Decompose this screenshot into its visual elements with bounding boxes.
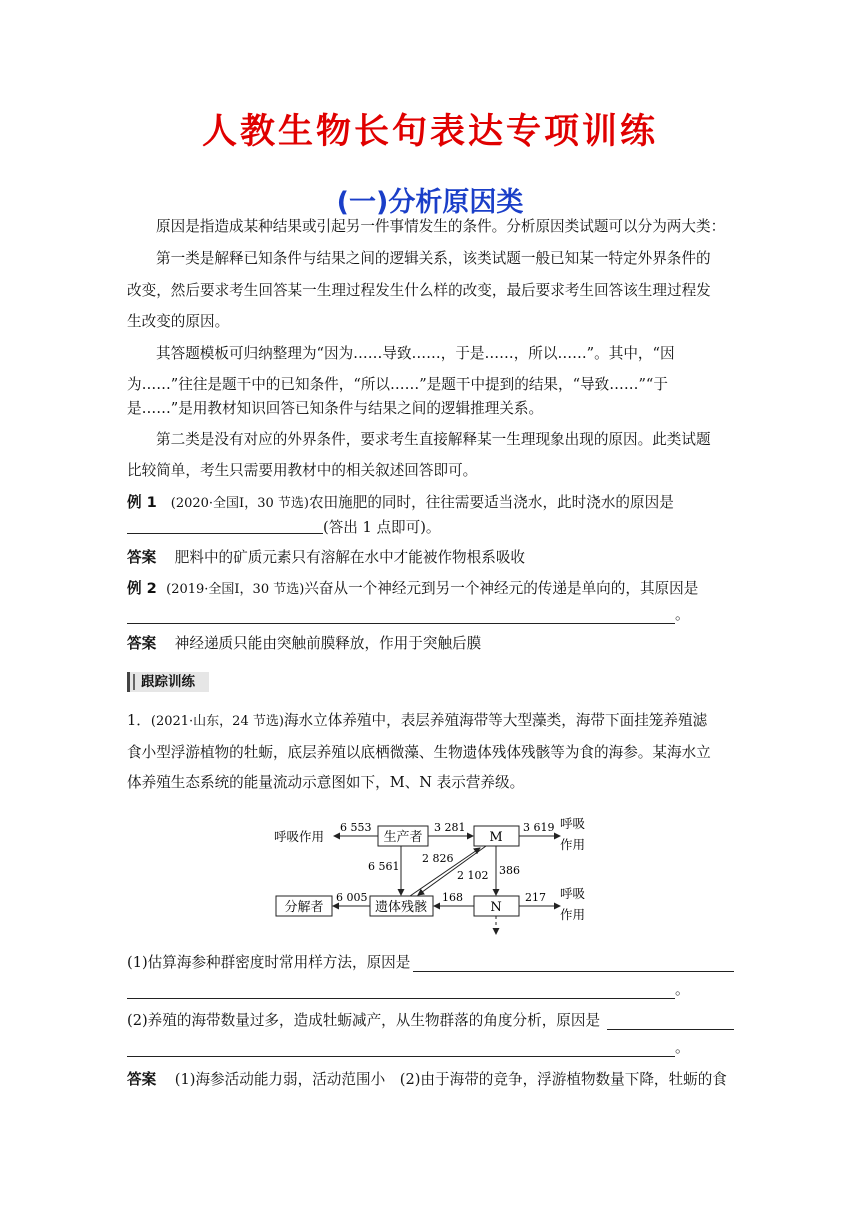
value-producer-respiration: 6 553 <box>340 821 372 834</box>
example-1-question <box>127 494 737 513</box>
question-1-text: 海水立体养殖中，表层养殖海带等大型藻类，海带下面挂笼养殖滤 <box>283 712 708 729</box>
answer-blank[interactable] <box>127 1055 675 1057</box>
example-1-source: (2020·全国Ⅰ，30 节选) <box>170 496 309 511</box>
value-remains-m: 2 826 <box>422 852 454 865</box>
sub-question-2-end: 。 <box>675 1039 690 1056</box>
example-2-source: (2019·全国Ⅰ，30 节选) <box>166 582 305 597</box>
sub-question-2: (2)养殖的海带数量过多，造成牡蛎减产，从生物群落的角度分析，原因是 <box>127 1012 601 1029</box>
question-1-source: (2021·山东，24 节选) <box>150 714 284 729</box>
value-m-n: 386 <box>499 864 520 877</box>
value-n-remains: 168 <box>442 891 463 904</box>
question-1-line-1 <box>127 712 737 731</box>
value-m-respiration: 3 619 <box>523 821 555 834</box>
answer-blank[interactable] <box>607 1028 734 1030</box>
producer-label: 生产者 <box>383 830 423 845</box>
value-producer-m: 3 281 <box>434 821 466 834</box>
example-2-answer <box>127 635 737 653</box>
intro-paragraph-4-line-1: 第二类是没有对应的外界条件，要求考生直接解释某一生理现象出现的原因。此类试题 <box>156 431 711 448</box>
intro-paragraph-2-line-1: 第一类是解释已知条件与结果之间的逻辑关系，该类试题一般已知某一特定外界条件的 <box>156 250 711 267</box>
example-2-label: 例 2 <box>127 580 157 597</box>
example-1-answer-text: 肥料中的矿质元素只有溶解在水中才能被作物根系吸收 <box>174 549 526 566</box>
question-1-line-2: 食小型浮游植物的牡蛎，底层养殖以底栖微藻、生物遗体残体残骸等为食的海参。某海水立 <box>127 744 711 761</box>
intro-paragraph-2-line-2: 改变，然后要求考生回答某一生理过程发生什么样的改变，最后要求考生回答该生理过程发 <box>127 282 711 299</box>
question-number: 1． <box>127 712 151 729</box>
energy-flow-diagram <box>270 812 600 940</box>
intro-paragraph-3-line-1: 其答题模板可归纳整理为“因为……导致……，于是……，所以……”。其中，“因 <box>156 345 675 362</box>
answer-label: 答案 <box>127 549 157 566</box>
n-label: N <box>490 900 502 915</box>
sub-question-1: (1)估算海参种群密度时常用样方法，原因是 <box>127 954 411 971</box>
answer-label: 答案 <box>127 635 157 652</box>
section-title: (一)分析原因类 <box>336 187 524 218</box>
respiration-m-label-2: 作用 <box>560 837 586 852</box>
value-m-remains: 2 102 <box>457 869 489 882</box>
example-1-blank-line <box>127 519 737 537</box>
answer-blank[interactable] <box>413 970 734 972</box>
example-1-text: 农田施肥的同时，往往需要适当浇水，此时浇水的原因是 <box>308 494 674 511</box>
example-1-tail: (答出 1 点即可)。 <box>323 519 441 536</box>
intro-paragraph-3-line-2: 为……”往往是题干中的已知条件，“所以……”是题干中提到的结果，“导致……”“于 <box>127 376 668 393</box>
question-1-answer-text: (1)海参活动能力弱，活动范围小 (2)由于海带的竞争，浮游植物数量下降，牡蛎的食 <box>174 1071 727 1088</box>
intro-paragraph-3-line-3: 是……”是用教材知识回答已知条件与结果之间的逻辑推理关系。 <box>127 400 544 417</box>
respiration-m-label-1: 呼吸 <box>560 816 586 831</box>
page-title: 人教生物长句表达专项训练 <box>201 111 658 152</box>
answer-blank[interactable] <box>127 622 675 624</box>
example-1-answer <box>127 549 737 567</box>
intro-paragraph-4-line-2: 比较简单，考生只需要用教材中的相关叙述回答即可。 <box>127 462 478 479</box>
answer-blank[interactable] <box>127 519 323 534</box>
decomposer-label: 分解者 <box>284 900 324 915</box>
value-producer-remains: 6 561 <box>368 860 400 873</box>
example-2-end: 。 <box>675 606 690 623</box>
section-tag: 跟踪训练 <box>127 672 209 692</box>
m-label: M <box>489 830 503 845</box>
example-2-text: 兴奋从一个神经元到另一个神经元的传递是单向的，其原因是 <box>304 580 699 597</box>
respiration-n-label-2: 作用 <box>560 907 586 922</box>
example-2-question <box>127 580 737 599</box>
intro-paragraph-1: 原因是指造成某种结果或引起另一件事情发生的条件。分析原因类试题可以分为两大类： <box>156 218 726 235</box>
value-remains-decomposer: 6 005 <box>336 891 368 904</box>
example-1-label: 例 1 <box>127 494 157 511</box>
answer-label: 答案 <box>127 1071 157 1088</box>
intro-paragraph-2-line-3: 生改变的原因。 <box>127 313 230 330</box>
question-1-answer <box>127 1071 737 1089</box>
answer-blank[interactable] <box>127 997 675 999</box>
value-n-respiration: 217 <box>525 891 546 904</box>
respiration-n-label-1: 呼吸 <box>560 886 586 901</box>
respiration-left-label: 呼吸作用 <box>274 829 325 844</box>
sub-question-1-end: 。 <box>675 981 690 998</box>
example-2-answer-text: 神经递质只能由突触前膜释放，作用于突触后膜 <box>174 635 482 652</box>
remains-label: 遗体残骸 <box>374 900 428 915</box>
question-1-line-3: 体养殖生态系统的能量流动示意图如下，M、N 表示营养级。 <box>127 774 525 791</box>
